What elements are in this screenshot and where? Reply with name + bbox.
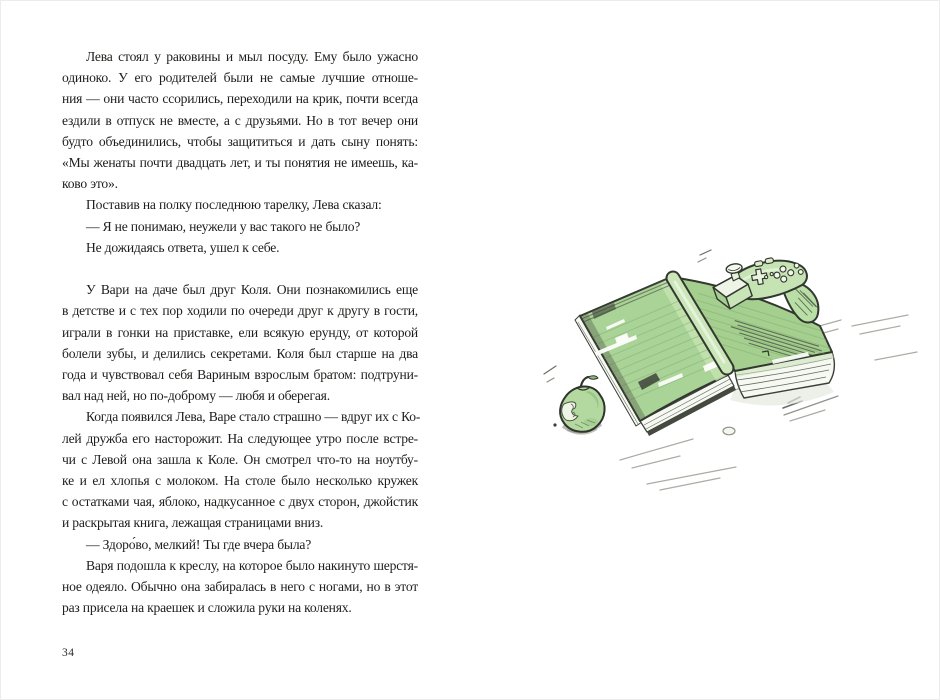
text-line: болели зубы, и делились секретами. Коля был старше на два [62,345,418,361]
paragraph [62,216,418,237]
text-line: вал над ней, но по-доброму — любя и оберегая. [62,388,330,404]
paragraph [62,534,418,555]
text-line: ке и ел хлопья с молоком. На столе было несколько кружек [62,473,418,489]
chapter-illustration [520,168,940,528]
text-line: «Мы женаты почти двадцать лет, и ты понятия не имеешь, ка- [62,155,418,171]
text-line: лей дружба его насторожит. На следующее утро после встре- [62,430,418,446]
text-line: — Здоро́во, мелкий! Ты где вчера была? [86,536,312,552]
paragraph [62,279,418,406]
text-line: в детстве и с тех пор ходили по очереди друг к другу в гости, [62,303,418,319]
text-line: с остатками чая, яблоко, надкусанное с двух сторон, джойстик [62,494,418,510]
text-line: Поставив на полку последнюю тарелку, Лева сказал: [86,197,382,213]
text-line: Лева стоял у раковины и мыл посуду. Ему было ужасно [86,49,418,64]
paragraph [62,555,418,619]
paragraph [62,237,418,258]
text-line: чи с Левой она зашла к Коле. Он смотрел что-то на ноутбу- [62,451,418,467]
text-line: будто объединились, чтобы защититься и дать сыну понять: [62,133,418,149]
paragraph [62,194,418,215]
text-line: Когда появился Лева, Варе стало страшно — вдруг их с Ко- [86,409,421,425]
text-line: года и чувствовал себя Вариным взрослым братом: подтруни- [62,367,418,383]
text-line: ное одеяло. Обычно она забиралась в него с ногами, но в этот [62,579,418,595]
text-line: раз присела на краешек и сложила руки на коленях. [62,600,352,616]
text-line: У Вари на даче был друг Коля. Они познакомились еще [86,282,418,298]
paragraph [62,46,418,194]
text-line: играли в гонки на приставке, ели всякую ерунду, от которой [62,324,418,340]
text-line: ездили в отпуск не вместе, а с друзьями. Но в тот вечер они [62,112,418,128]
text-line: одиноко. У его родителей были не самые лучшие отноше- [62,70,418,86]
text-line: ния — они часто ссорились, переходили на крик, почти всегда [62,91,418,107]
text-line: — Я не понимаю, неужели у вас такого не было? [86,218,361,234]
text-line: и раскрытая книга, лежащая страницами вниз. [62,515,324,531]
paragraph [62,406,421,533]
text-line: Не дожидаясь ответа, ушел к себе. [86,239,280,255]
apple-core-sketch [560,376,605,434]
text-line: ково это». [62,176,118,192]
body-text [62,46,421,618]
text-line: Варя подошла к креслу, на которое было накинуто шерстя- [86,557,418,573]
page-number: 34 [62,647,75,659]
